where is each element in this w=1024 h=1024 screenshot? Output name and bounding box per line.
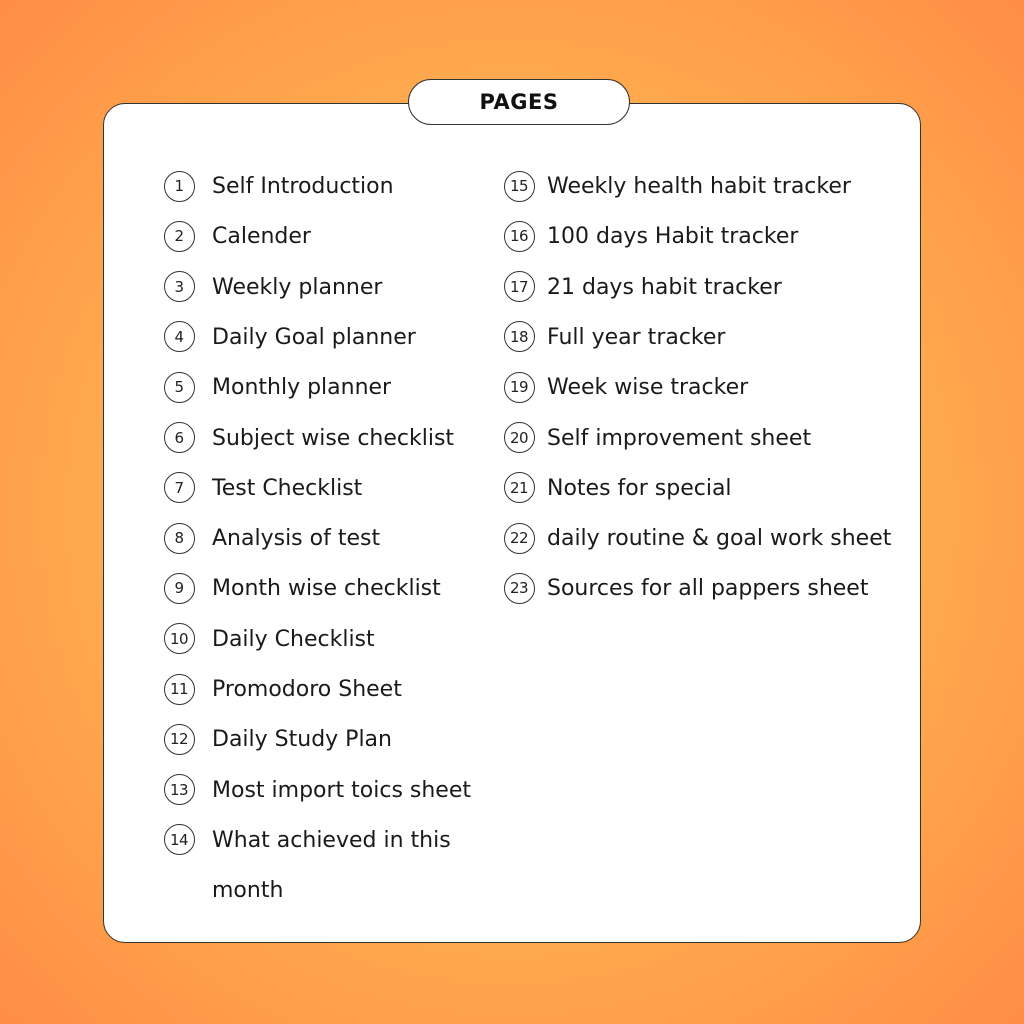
item-number-badge: 4 <box>164 321 195 352</box>
item-number-badge: 23 <box>504 573 535 604</box>
item-label: Sources for all pappers sheet <box>547 576 869 602</box>
item-number-badge: 14 <box>164 824 195 855</box>
item-label: 100 days Habit tracker <box>547 224 799 250</box>
item-label: Monthly planner <box>212 375 392 401</box>
item-label: Full year tracker <box>547 324 726 350</box>
item-number-badge: 12 <box>164 724 195 755</box>
title-pill <box>408 79 630 125</box>
item-number-badge: 10 <box>164 623 195 654</box>
item-label: Daily Goal planner <box>212 324 416 350</box>
item-number-badge: 19 <box>504 372 535 403</box>
item-number-badge: 7 <box>164 472 195 503</box>
item-label: Daily Study Plan <box>212 727 392 753</box>
item-number-badge: 3 <box>164 271 195 302</box>
item-number-badge: 15 <box>504 171 535 202</box>
item-number-badge: 11 <box>164 674 195 705</box>
item-number-badge: 2 <box>164 221 195 252</box>
item-label: Test Checklist <box>212 475 363 501</box>
item-label: Month wise checklist <box>212 576 441 602</box>
item-label: Self Introduction <box>212 174 394 199</box>
item-label: Subject wise checklist <box>212 425 455 451</box>
item-number-badge: 8 <box>164 523 195 554</box>
item-number-badge: 20 <box>504 422 535 453</box>
item-number-badge: 13 <box>164 774 195 805</box>
item-number-badge: 5 <box>164 372 195 403</box>
item-number-badge: 1 <box>164 171 195 202</box>
item-label: Promodoro Sheet <box>212 677 402 702</box>
item-number-badge: 9 <box>164 573 195 604</box>
item-label: Calender <box>212 224 311 250</box>
item-number-badge: 21 <box>504 472 535 503</box>
item-label: Week wise tracker <box>547 375 749 401</box>
item-number-badge: 22 <box>504 523 535 554</box>
item-label: Notes for special <box>547 475 732 501</box>
item-label: What achieved in this month <box>212 827 451 903</box>
item-label: Most import toics sheet <box>212 777 472 803</box>
item-number-badge: 6 <box>164 422 195 453</box>
item-label: Weekly health habit tracker <box>547 174 851 199</box>
item-number-badge: 18 <box>504 321 535 352</box>
item-label: Weekly planner <box>212 274 383 300</box>
item-label: Daily Checklist <box>212 626 375 652</box>
item-label: 21 days habit tracker <box>547 274 782 300</box>
item-number-badge: 17 <box>504 271 535 302</box>
page-title: PAGES <box>479 90 559 114</box>
item-label: Self improvement sheet <box>547 425 812 451</box>
item-number-badge: 16 <box>504 221 535 252</box>
item-label: Analysis of test <box>212 526 381 552</box>
item-label: daily routine & goal work sheet <box>547 526 892 552</box>
